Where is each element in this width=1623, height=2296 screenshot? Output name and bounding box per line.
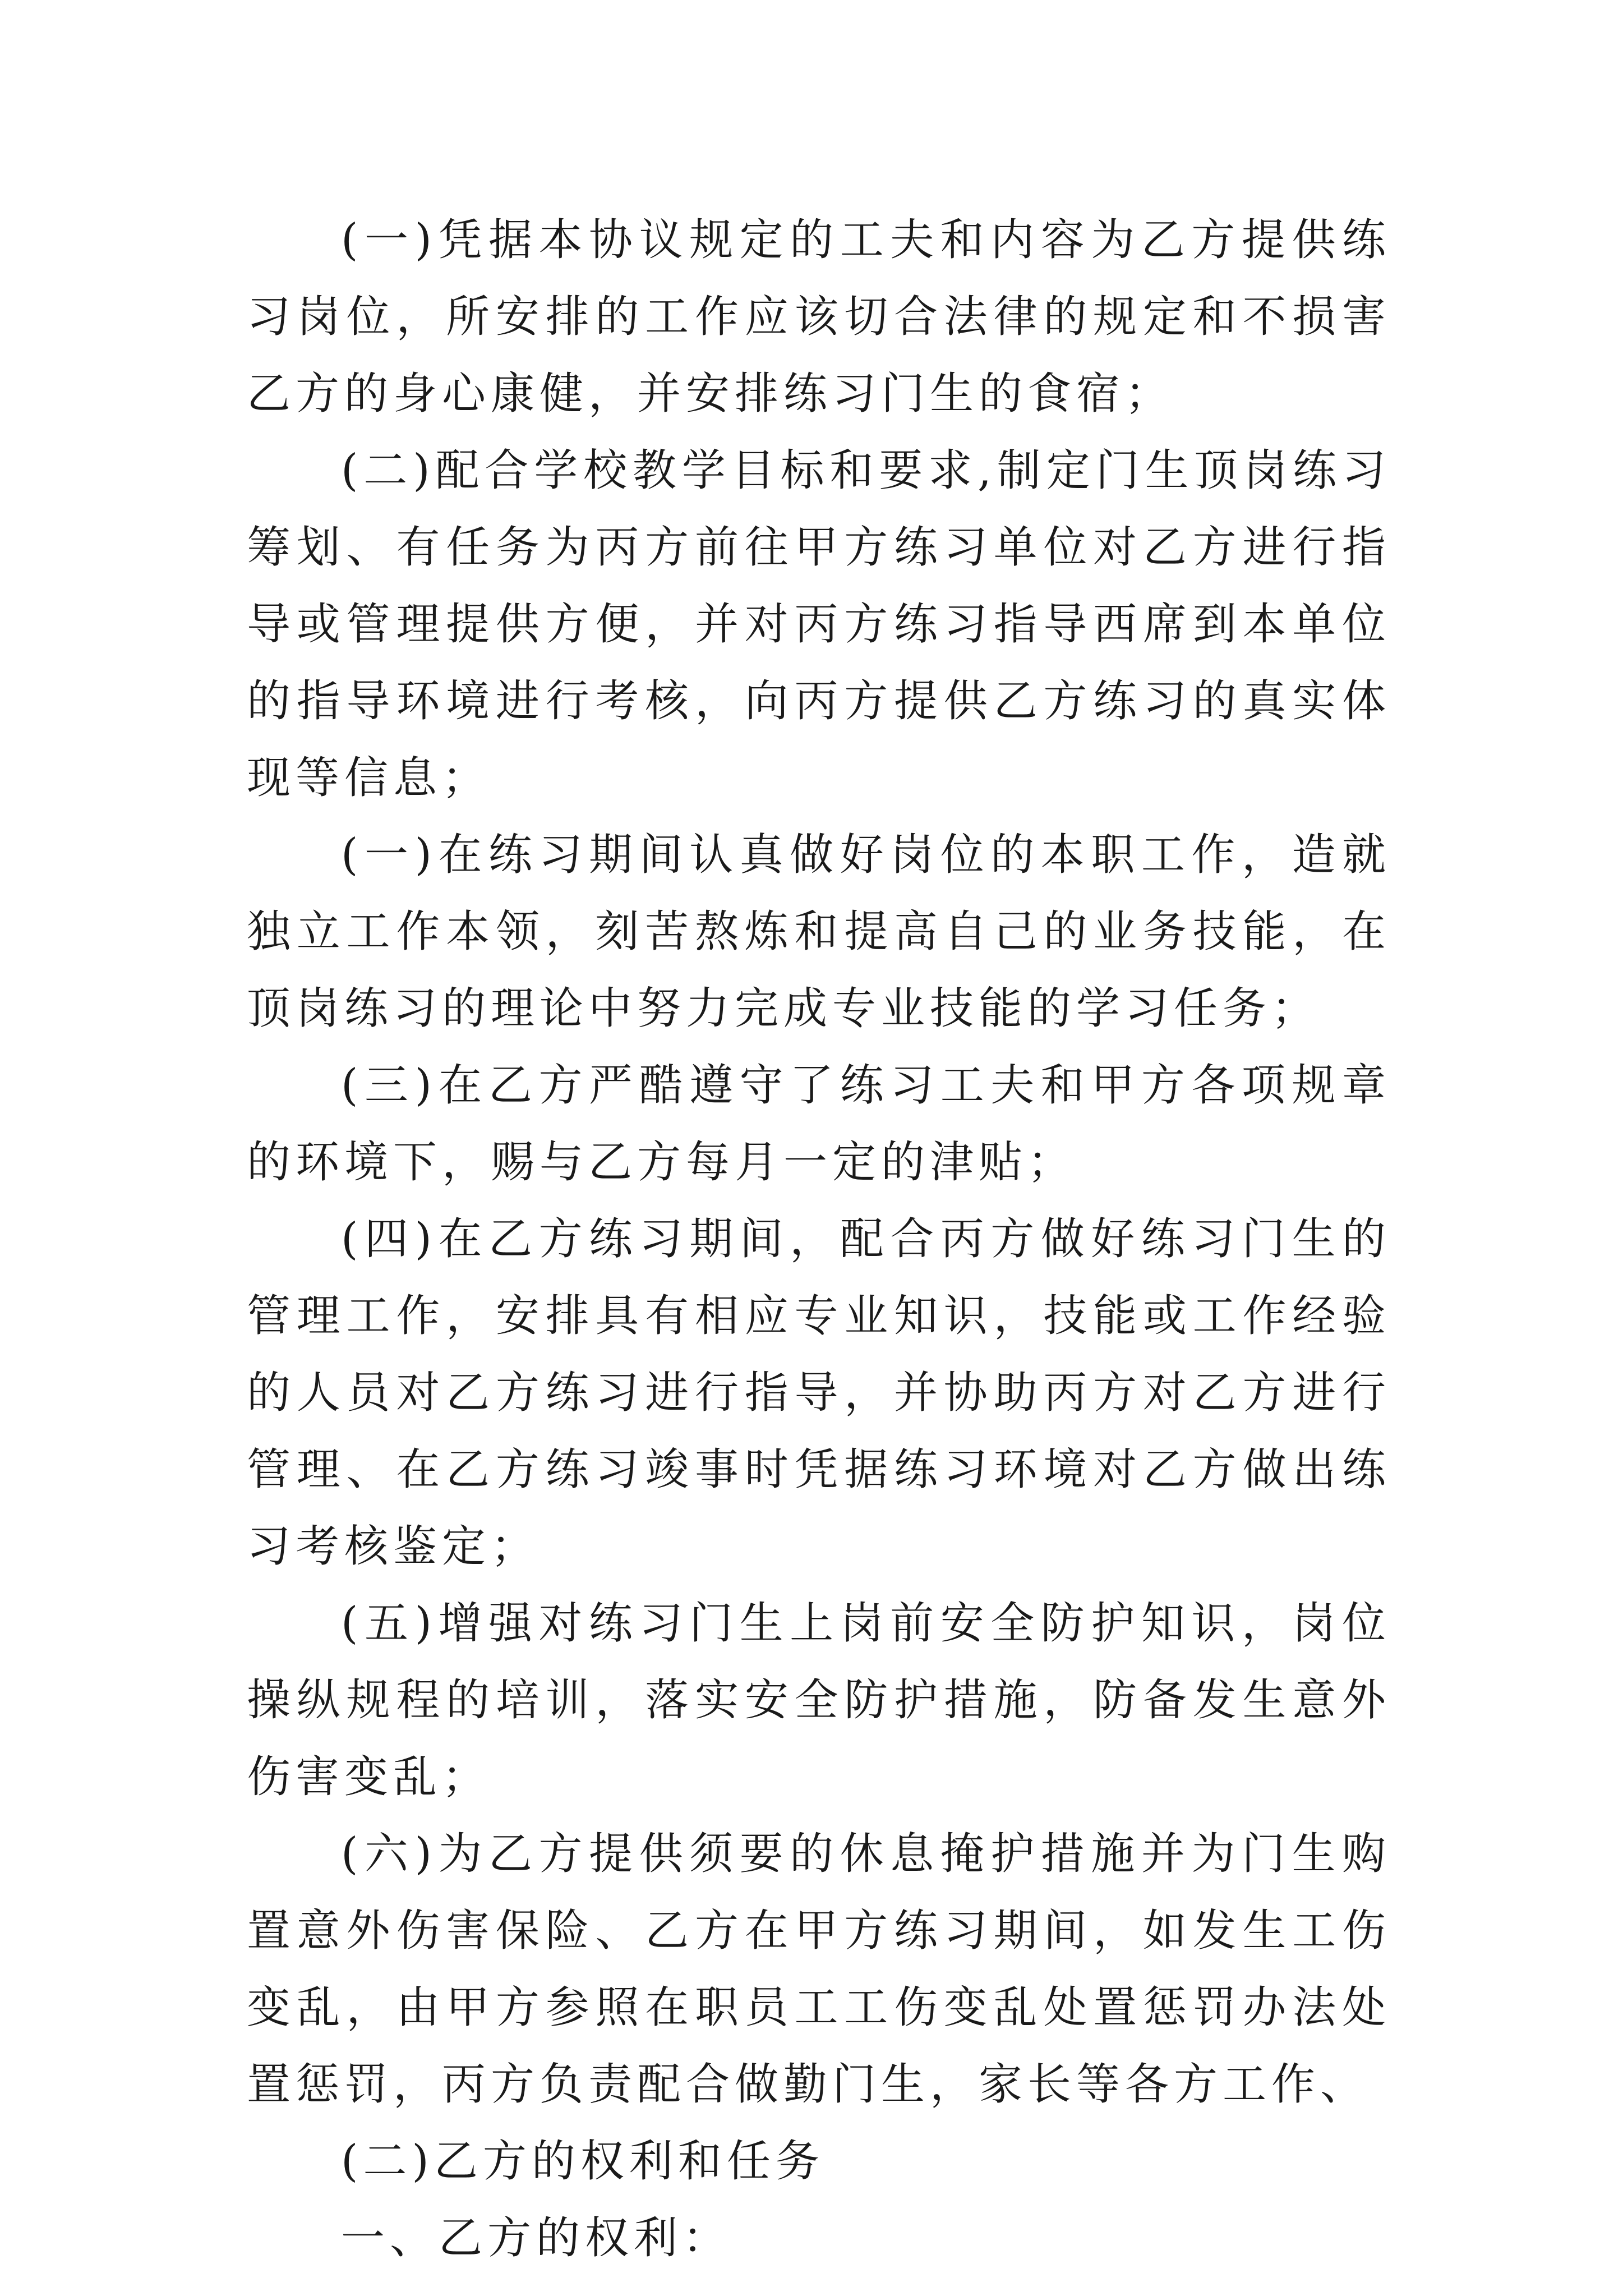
- subsection-heading: 一、乙方的权利：: [341, 2213, 732, 2263]
- paragraph-1: (一)凭据本协议规定的工夫和内容为乙方提供练习岗位，所安排的工作应该切合法律的规定和不损害乙方的身心康健，并安排练习门生的食宿；: [247, 215, 1391, 419]
- paragraph-5: (四)在乙方练习期间，配合丙方做好练习门生的管理工作，安排具有相应专业知识，技能或工作经验的人员对乙方练习进行指导，并协助丙方对乙方进行管理、在乙方练习竣事时凭据练习环境对乙方做出练习考核鉴定；: [247, 1214, 1391, 1572]
- paragraph-2: (二)配合学校教学目标和要求,制定门生顶岗练习筹划、有任务为丙方前往甲方练习单位对乙方进行指导或管理提供方便，并对丙方练习指导西席到本单位的指导环境进行考核，向丙方提供乙方练习的真实体现等信息；: [247, 445, 1391, 803]
- section-heading: (二)乙方的权利和任务: [341, 2136, 824, 2187]
- paragraph-6: (五)增强对练习门生上岗前安全防护知识，岗位操纵规程的培训，落实安全防护措施，防备发生意外伤害变乱；: [247, 1598, 1391, 1802]
- paragraph-7: (六)为乙方提供须要的休息掩护措施并为门生购置意外伤害保险、乙方在甲方练习期间，如发生工伤变乱，由甲方参照在职员工工伤变乱处置惩罚办法处置惩罚，丙方负责配合做勤门生，家长等各方工作、: [247, 1829, 1391, 2110]
- document-body: [247, 202, 1391, 2277]
- paragraph-3: (一)在练习期间认真做好岗位的本职工作，造就独立工作本领，刻苦熬炼和提高自己的业务技能，在顶岗练习的理论中努力完成专业技能的学习任务；: [247, 830, 1391, 1034]
- paragraph-4: (三)在乙方严酷遵守了练习工夫和甲方各项规章的环境下，赐与乙方每月一定的津贴；: [247, 1060, 1391, 1188]
